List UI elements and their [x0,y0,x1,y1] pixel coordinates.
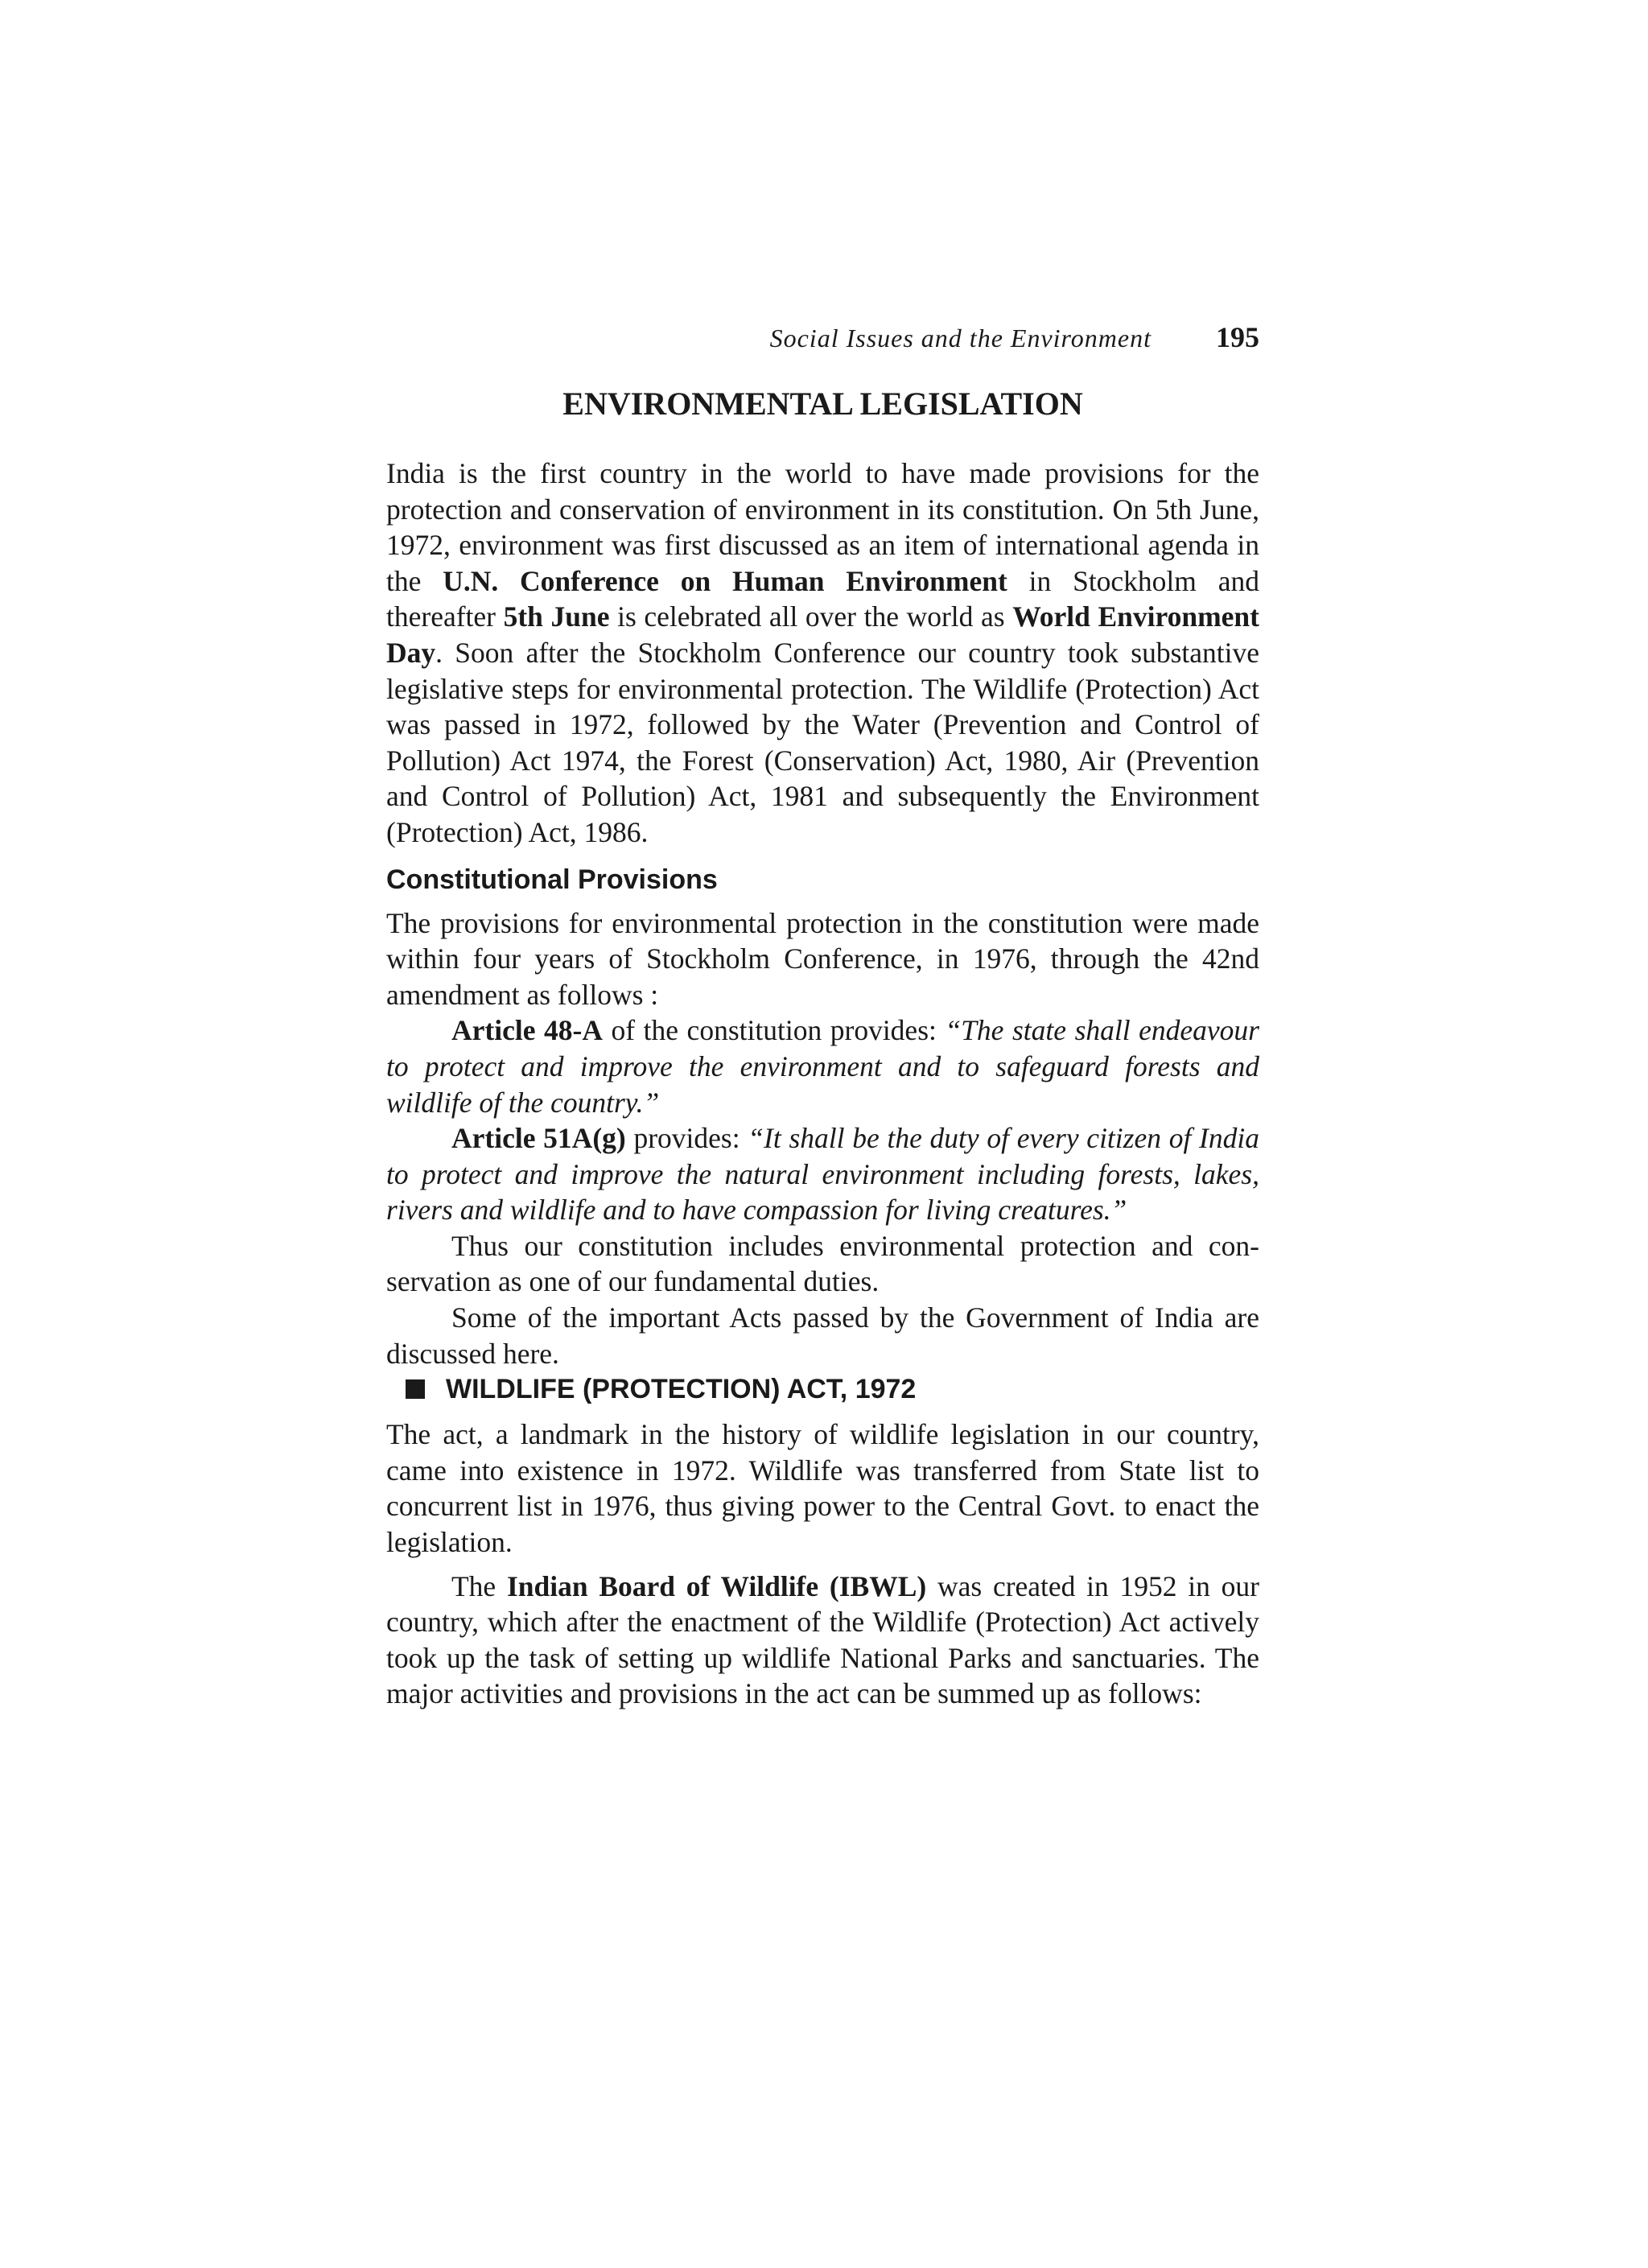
wildlife-act-heading [386,1371,1259,1407]
intro-text-2: in Stockholm and thereafter [386,564,1259,633]
wildlife-act-heading-text: WILDLIFE (PROTECTION) ACT, 1972 [446,1374,917,1405]
intro-text-1: India is the first country in the world to have made provisions for the protection and conservation of environment in its constitution. On 5th June, 1972, environment was first discussed as an item of international agenda in the [386,457,1259,597]
intro-text-3: is celebrated all over the world as [609,600,1013,633]
article-51a-text: provides: [625,1122,748,1155]
square-bullet-icon [406,1379,425,1399]
article-51a-quote: “It shall be the duty of every citizen of India to protect and improve the natural environment including forests, lakes, rivers and wildlife and to have compassion for living creatures.” [386,1122,1259,1227]
intro-bold-5th-june: 5th June [503,600,610,633]
article-51a-label: Article 51A(g) [451,1122,626,1155]
article-51a-paragraph [386,1120,1259,1228]
wildlife-paragraph-2 [386,1569,1259,1712]
constitutional-provisions-heading: Constitutional Provisions [386,864,718,895]
running-head [386,320,1259,354]
intro-bold-world-environment-day: World Environment Day [386,600,1259,669]
wildlife-p2-bold-ibwl: Indian Board of Wildlife (IBWL) [506,1569,927,1602]
page-number: 195 [1216,321,1259,353]
intro-text-4: . Soon after the Stockholm Conference our country took substantive legislative steps for environmental protection. The Wildlife (Protection) Act was passed in 1972, followed by the Water (Prevention and Control of Pollution) Act 1974, the Forest (Conservation) Act, 1980, Air (Prevention and Control of Pollution) Act, 1981 and subsequently the Environment (Protection) Act, 1986. [386,636,1259,848]
chapter-section-title: ENVIRONMENTAL LEGISLATION [562,386,1083,422]
acts-intro-paragraph: Some of the important Acts passed by the Government of India are discussed here. [386,1301,1259,1370]
running-head-title: Social Issues and the Environment [769,324,1152,353]
wildlife-p2-text-2: was created in 1952 in our country, which after the enactment of the Wildlife (Protection) Act actively took up the task of setting up wildlife National Parks and sanctuaries. The major activities and provisions in the act can be summed up as follows: [386,1569,1259,1710]
article-48a-paragraph [386,1012,1259,1120]
intro-bold-un-conference: U.N. Conference on Human Environment [443,564,1007,597]
wildlife-p2-text-1: The [451,1569,507,1602]
article-48a-label: Article 48-A [451,1014,603,1047]
wildlife-paragraph-1: The act, a landmark in the history of wildlife legislation in our country, came into existence in 1972. Wildlife was transferred from State list to concurrent list in 1976, thus giving power to the Central Govt. to enact the legislation. [386,1418,1259,1559]
body-text [386,456,1259,1712]
intro-paragraph [386,456,1259,851]
article-48a-quote: “The state shall endeavour to protect and improve the environment and to safeguard forests and wildlife of the country.” [386,1014,1259,1119]
fundamental-duties-paragraph: Thus our constitution includes environmental protection and conservation as one of our fundamental duties. [386,1229,1259,1298]
constitutional-paragraph: The provisions for environmental protection in the constitution were made within four years of Stockholm Conference, in 1976, through the 42nd amendment as follows : [386,906,1259,1011]
article-48a-text: of the constitution provides: [602,1014,946,1047]
